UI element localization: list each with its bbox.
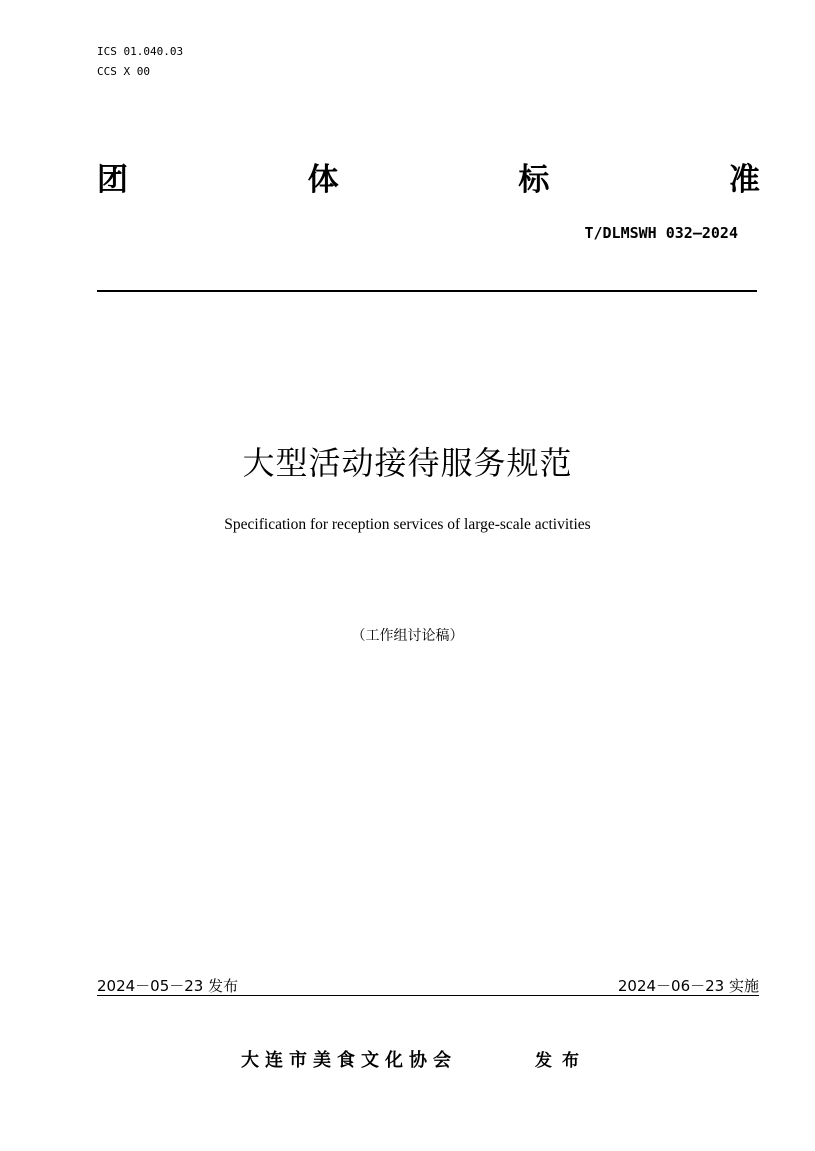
implement-date: 2024－06－23 实施 [617, 977, 759, 995]
title-chinese: 大型活动接待服务规范 [242, 444, 573, 482]
standard-type-char-3: 标 [518, 162, 550, 198]
publisher-name: 大连市美食文化协会 [241, 1050, 457, 1071]
title-english: Specification for reception services of large-scale activities [224, 516, 591, 533]
date-divider [97, 995, 759, 996]
standard-type-char-1: 团 [97, 162, 128, 198]
ics-code: ICS 01.040.03 [97, 45, 184, 58]
ccs-code: CCS X 00 [97, 65, 150, 78]
draft-status: （工作组讨论稿） [351, 628, 464, 644]
issue-date: 2024－05－23 发布 [97, 977, 239, 995]
classification-codes [97, 42, 183, 82]
standard-type-char-4: 准 [728, 162, 760, 198]
publish-label: 发布 [535, 1051, 589, 1071]
standard-type [97, 158, 760, 202]
header-divider [97, 290, 757, 292]
standard-number: T/DLMSWH 032—2024 [584, 224, 738, 242]
standard-type-char-2: 体 [307, 162, 339, 198]
